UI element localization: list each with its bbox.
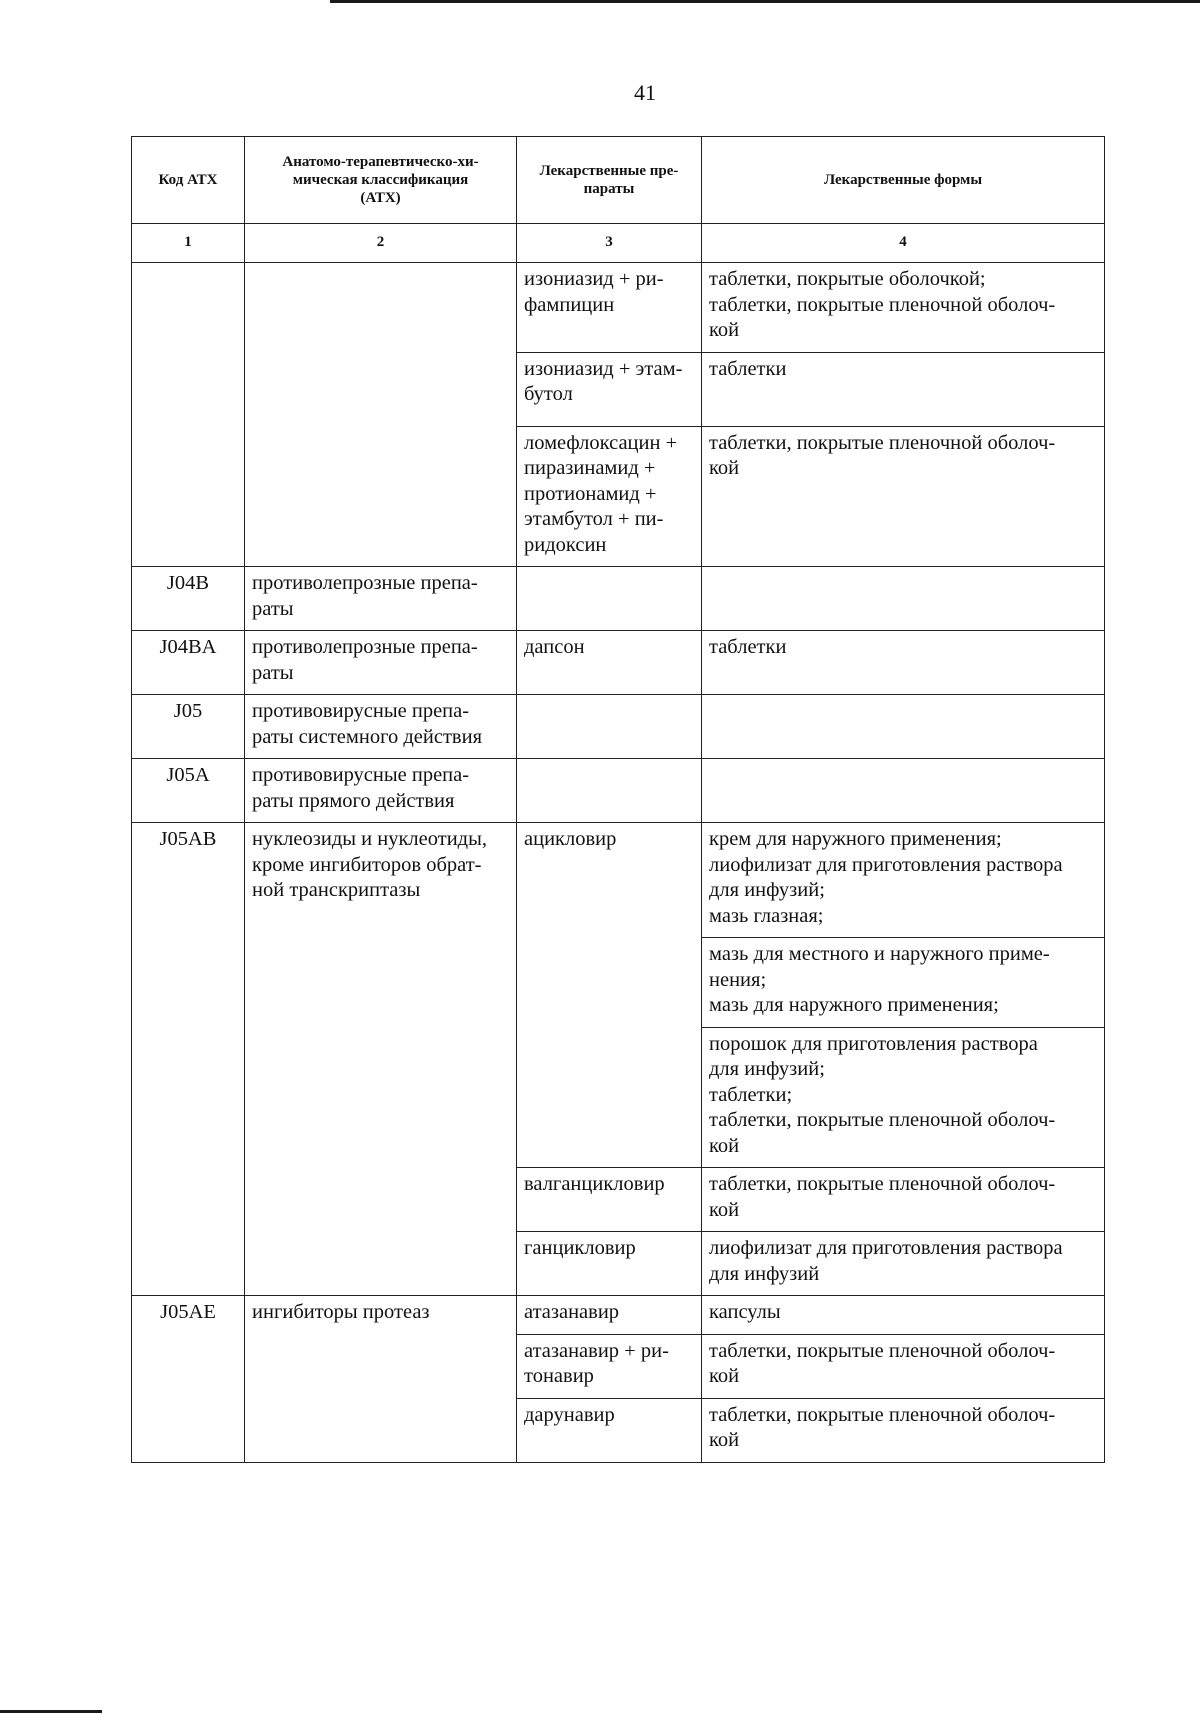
form-cell: таблетки, покрытые пленочной оболоч- кой [702,1398,1105,1462]
class-cell-empty [245,263,517,567]
class-cell: противолепрозные препа- раты [245,631,517,695]
code-cell: J05A [132,759,245,823]
form-cell: капсулы [702,1296,1105,1335]
drug-cell: атазанавир [517,1296,702,1335]
header-drugs: Лекарственные пре- параты [517,137,702,224]
top-edge-rule [330,0,1200,3]
code-cell: J05AE [132,1296,245,1463]
class-cell: противовирусные препа- раты прямого действия [245,759,517,823]
header-classification: Анатомо-терапевтическо-хи- мическая классификация (АТХ) [245,137,517,224]
form-cell: таблетки [702,631,1105,695]
table-header-row [132,137,1105,224]
drug-cell: валганцикловир [517,1168,702,1232]
table-row [132,823,1105,938]
class-cell: ингибиторы протеаз [245,1296,517,1463]
class-cell: нуклеозиды и нуклеотиды, кроме ингибиторов обрат- ной транскриптазы [245,823,517,1296]
form-cell: таблетки [702,352,1105,426]
code-cell: J05 [132,695,245,759]
column-number: 3 [517,224,702,263]
code-cell-empty [132,263,245,567]
table-row [132,695,1105,759]
column-number: 2 [245,224,517,263]
column-number-row [132,224,1105,263]
drug-cell: дапсон [517,631,702,695]
form-cell-empty [702,695,1105,759]
drug-cell: атазанавир + ри- тонавир [517,1334,702,1398]
header-code: Код АТХ [132,137,245,224]
drug-cell: изониазид + этам- бутол [517,352,702,426]
table-row [132,759,1105,823]
form-cell: таблетки, покрытые пленочной оболоч- кой [702,426,1105,567]
column-number: 1 [132,224,245,263]
form-cell-empty [702,567,1105,631]
drug-cell-empty [517,759,702,823]
form-cell: лиофилизат для приготовления раствора для инфузий [702,1232,1105,1296]
class-cell: противолепрозные препа- раты [245,567,517,631]
drug-cell: дарунавир [517,1398,702,1462]
page-number: 41 [634,80,656,105]
drug-cell: ганцикловир [517,1232,702,1296]
code-cell: J04B [132,567,245,631]
table-row [132,1296,1105,1335]
form-cell-empty [702,759,1105,823]
form-cell: мазь для местного и наружного приме- нения; мазь для наружного применения; [702,938,1105,1028]
form-cell: порошок для приготовления раствора для инфузий; таблетки; таблетки, покрытые пленочной оболоч- кой [702,1027,1105,1168]
form-cell: таблетки, покрытые оболочкой; таблетки, покрытые пленочной оболоч- кой [702,263,1105,353]
code-cell: J05AB [132,823,245,1296]
drug-cell-empty [517,695,702,759]
drug-cell-empty [517,567,702,631]
table-row [132,263,1105,353]
header-forms: Лекарственные формы [702,137,1105,224]
atx-table [131,136,1105,1463]
code-cell: J04BA [132,631,245,695]
drug-cell: ацикловир [517,823,702,1168]
column-number: 4 [702,224,1105,263]
table-row [132,631,1105,695]
drug-cell: ломефлоксацин + пиразинамид + протионамид + этамбутол + пи- ридоксин [517,426,702,567]
class-cell: противовирусные препа- раты системного действия [245,695,517,759]
drug-cell: изониазид + ри- фампицин [517,263,702,353]
bottom-edge-rule [0,1710,102,1713]
form-cell: таблетки, покрытые пленочной оболоч- кой [702,1168,1105,1232]
form-cell: крем для наружного применения; лиофилизат для приготовления раствора для инфузий; мазь глазная; [702,823,1105,938]
form-cell: таблетки, покрытые пленочной оболоч- кой [702,1334,1105,1398]
table-row [132,567,1105,631]
